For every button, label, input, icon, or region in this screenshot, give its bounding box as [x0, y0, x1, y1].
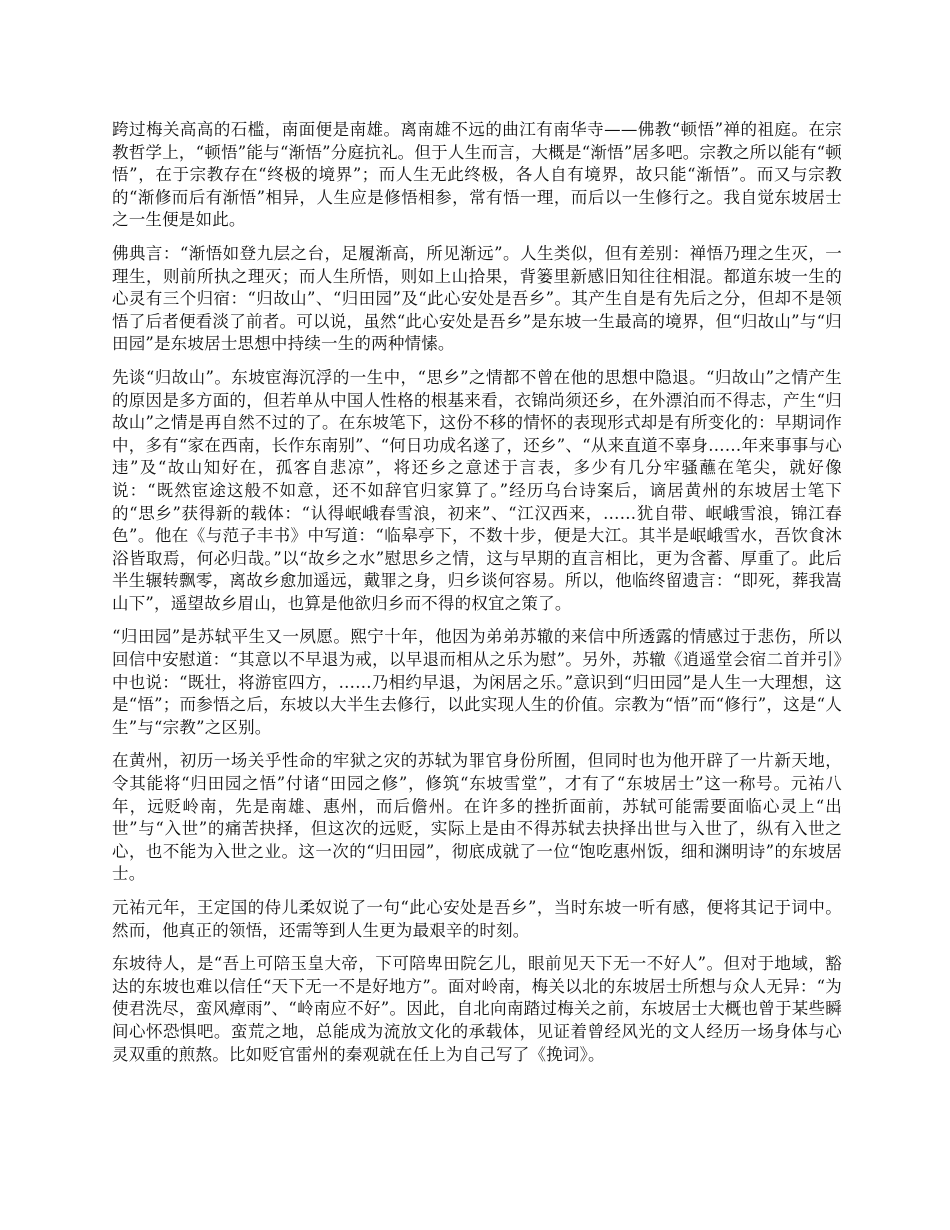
paragraph: 在黄州，初历一场关乎性命的牢狱之灾的苏轼为罪官身份所囿，但同时也为他开辟了一片新天地，令其能将“归田园之悟”付诸“田园之修”，修筑“东坡雪堂”，才有了“东坡居士”这一称号。元祐八年，远贬岭南，先是南雄、惠州，而后儋州。在许多的挫折面前，苏轼可能需要面临心灵上“出世”与“入世”的痛苦抉择，但这次的远贬，实际上是由不得苏轼去抉择出世与入世了，纵有入世之心，也不能为入世之业。这一次的“归田园”，彻底成就了一位“饱吃惠州饭，细和渊明诗”的东坡居士。 — [112, 751, 842, 884]
document-page — [112, 119, 842, 1077]
paragraph: 跨过梅关高高的石槛，南面便是南雄。离南雄不远的曲江有南华寺——佛教“顿悟”禅的祖庭。在宗教哲学上，“顿悟”能与“渐悟”分庭抗礼。但于人生而言，大概是“渐悟”居多吧。宗教之所以能有“顿悟”，在于宗教存在“终极的境界”；而人生无此终极，各人自有境界，故只能“渐悟”。而又与宗教的“渐修而后有渐悟”相异，人生应是修悟相参，常有悟一理，而后以一生修行之。我自觉东坡居士之一生便是如此。 — [112, 120, 842, 230]
paragraph: 东坡待人，是“吾上可陪玉皇大帝，下可陪卑田院乞儿，眼前见天下无一不好人”。但对于地域，豁达的东坡也难以信任“天下无一不是好地方”。面对岭南，梅关以北的东坡居士所想与众人无异：“为使君洗尽，蛮风瘴雨”、“岭南应不好”。因此，自北向南踏过梅关之前，东坡居士大概也曾于某些瞬间心怀恐惧吧。蛮荒之地，总能成为流放文化的承载体，见证着曾经风光的文人经历一场身体与心灵双重的煎熬。比如贬官雷州的秦观就在任上为自己写了《挽词》。 — [112, 954, 842, 1064]
paragraph: 佛典言：“渐悟如登九层之台，足履渐高，所见渐远”。人生类似，但有差别：禅悟乃理之生灭，一理生，则前所执之理灭；而人生所悟，则如上山拾果，背篓里新感旧知往往相混。都道东坡一生的心灵有三个归宿：“归故山”、“归田园”及“此心安处是吾乡”。其产生自是有先后之分，但却不是领悟了后者便看淡了前者。可以说，虽然“此心安处是吾乡”是东坡一生最高的境界，但“归故山”与“归田园”是东坡居士思想中持续一生的两种情愫。 — [112, 243, 842, 354]
paragraph: “归田园”是苏轼平生又一夙愿。熙宁十年，他因为弟弟苏辙的来信中所透露的情感过于悲伤，所以回信中安慰道：“其意以不早退为戒，以早退而相从之乐为慰”。另外，苏辙《逍遥堂会宿二首并引》中也说：“既壮，将游宦四方，……乃相约早退，为闲居之乐。”意识到“归田园”是人生一大理想，这是“悟”；而参悟之后，东坡以大半生去修行，以此实现人生的价值。宗教为“悟”而“修行”，这是“人生”与“宗教”之区别。 — [112, 627, 842, 737]
paragraph: 先谈“归故山”。东坡宦海沉浮的一生中，“思乡”之情都不曾在他的思想中隐退。“归故山”之情产生的原因是多方面的，但若单从中国人性格的根基来看，衣锦尚须还乡，在外漂泊而不得志，产生“归故山”之情是再自然不过的了。在东坡笔下，这份不移的情怀的表现形式却是有所变化的：早期词作中，多有“家在西南，长作东南别”、“何日功成名遂了，还乡”、“从来直道不辜身……年来事事与心违”及“故山知好在，孤客自悲凉”，将还乡之意述于言表，多少有几分牢骚蘸在笔尖，就好像说：“既然宦途这般不如意，还不如辞官归家算了。”经历乌台诗案后，谪居黄州的东坡居士笔下的“思乡”获得新的载体：“认得岷峨春雪浪，初来”、“江汉西来，……犹自带、岷峨雪浪，锦江春色”。他在《与范子丰书》中写道：“临皋亭下，不数十步，便是大江。其半是岷峨雪水，吾饮食沐浴皆取焉，何必归哉。”以“故乡之水”慰思乡之情，这与早期的直言相比，更为含蓄、厚重了。此后半生辗转飘零，离故乡愈加遥远，戴罪之身，归乡谈何容易。所以，他临终留遗言：“即死，葬我嵩山下”，遥望故乡眉山，也算是他欲归乡而不得的权宜之策了。 — [112, 367, 842, 613]
paragraph: 元祐元年，王定国的侍儿柔奴说了一句“此心安处是吾乡”，当时东坡一听有感，便将其记于词中。然而，他真正的领悟，还需等到人生更为最艰辛的时刻。 — [112, 898, 842, 940]
